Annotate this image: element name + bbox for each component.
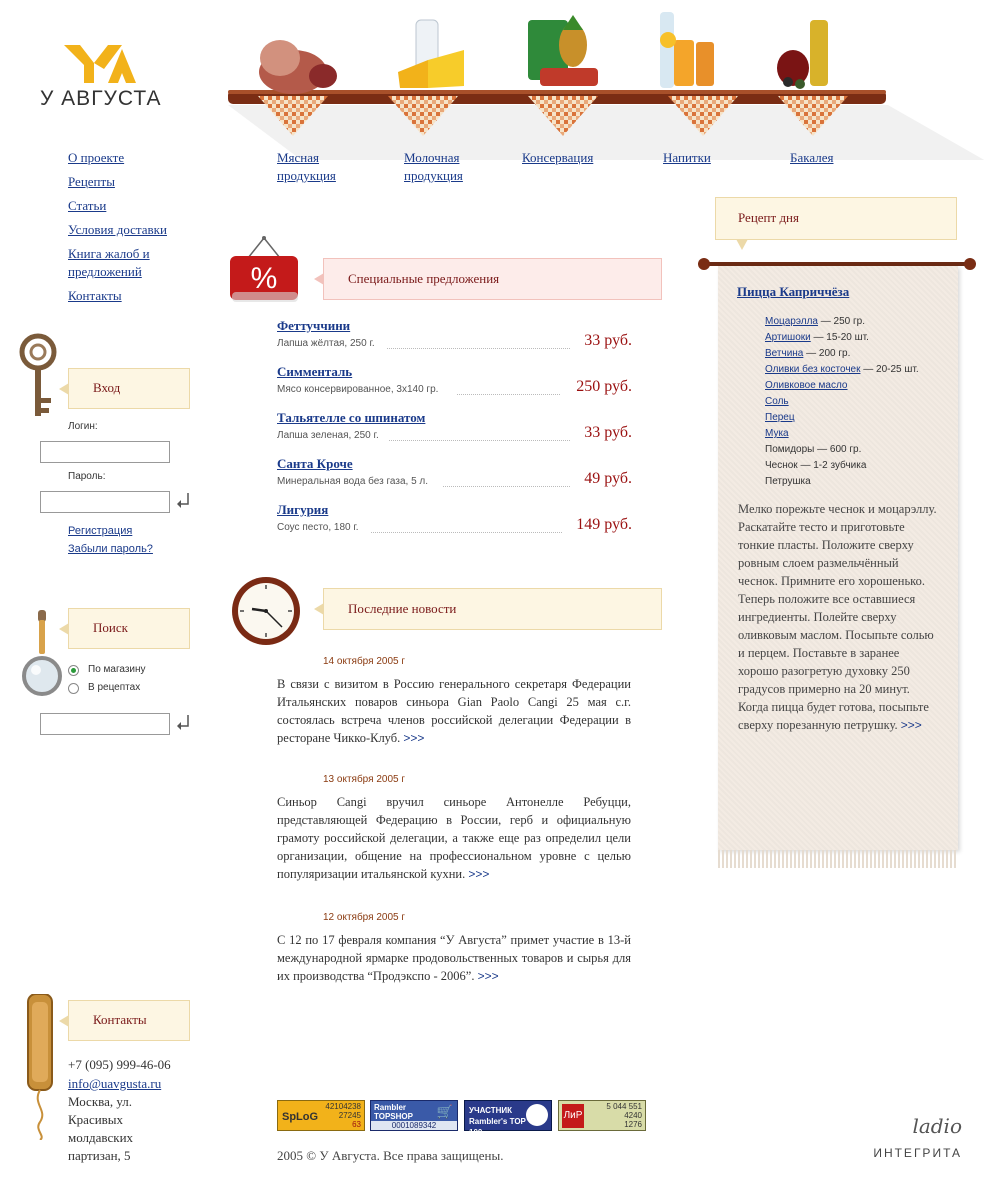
recipe-body: Мелко порежьте чеснок и моцарэллу. Раскатайте тесто и приготовьте тонкие пласты. Положите сверху ровным слоем размельчённый чеснок. Примните его хорошенько. Теперь положите все оставшиеся ингредиенты. Полейте сверху оливковым маслом. Посыпьте солью и перцем. Поставьте в заранее хорошо разогретую духовку 250 градусов примерно на 20 минут. Когда пицца будет готова, посыпьте сверху порезанную петрушку. — [738, 502, 937, 732]
ingredient-link[interactable]: Моцарэлла — [765, 316, 818, 327]
news-text — [277, 931, 631, 985]
developer-logo-mark: ladio — [912, 1114, 962, 1138]
offer-item — [277, 364, 632, 404]
news-body: Синьор Cangi вручил синьоре Антонелле Ребуцци, представляющей Федерацию в России, герб и официальную грамоту российской делегации, а также еще раз определил цели организации, общение на профессиональном уровне с целью популяризации итальянской кухни. — [277, 795, 631, 881]
offer-name[interactable]: Симменталь — [277, 364, 353, 379]
counter-lir-num2: 4240 — [624, 1111, 642, 1120]
offer-item — [277, 410, 632, 450]
offers-title: Специальные предложения — [348, 271, 500, 286]
ingredient-link[interactable]: Соль — [765, 396, 789, 407]
news-more-link[interactable]: >>> — [477, 969, 499, 983]
offer-name[interactable]: Лигурия — [277, 502, 329, 517]
offer-leader — [371, 532, 562, 533]
ingredient-link[interactable]: Мука — [765, 428, 789, 439]
news-title: Последние новости — [348, 601, 457, 616]
login-input[interactable] — [40, 441, 170, 463]
offer-leader — [457, 394, 560, 395]
percent-badge-text: % — [250, 262, 278, 295]
login-title: Вход — [93, 380, 121, 395]
offer-leader — [387, 348, 570, 349]
ingredient-qty: — 250 гр. — [817, 316, 865, 327]
nav-recipes[interactable]: Рецепты — [68, 174, 115, 189]
offer-desc: Мясо консервированное, 3x140 гр. — [277, 384, 439, 395]
news-date: 13 октября 2005 г — [323, 774, 405, 785]
ingredient-qty: — 15-20 шт. — [810, 332, 869, 343]
ingredient-item — [765, 362, 955, 378]
radio-recipes-label: В рецептах — [88, 682, 141, 693]
ingredient-item — [765, 378, 955, 394]
category-meat[interactable]: Мясная продукция — [277, 150, 336, 183]
password-label: Пароль: — [68, 471, 106, 482]
counter-topshop-num: 0001089342 — [371, 1121, 457, 1130]
ingredient-link[interactable]: Перец — [765, 412, 795, 423]
news-more-link[interactable]: >>> — [468, 867, 490, 881]
ingredient-link[interactable]: Оливки без косточек — [765, 364, 861, 375]
copyright: 2005 © У Августа. Все права защищены. — [277, 1148, 504, 1163]
search-header — [68, 608, 190, 649]
developer-logo[interactable] — [842, 1114, 964, 1162]
news-date: 14 октября 2005 г — [323, 656, 405, 667]
counter-splog-num3: 63 — [352, 1120, 361, 1129]
top100-badge-icon — [526, 1104, 548, 1126]
ingredient-item — [765, 394, 955, 410]
offer-price: 149 руб. — [576, 516, 632, 533]
ingredient-link[interactable]: Ветчина — [765, 348, 804, 359]
counter-splog-num2: 27245 — [338, 1111, 361, 1120]
ingredient-qty: — 20-25 шт. — [860, 364, 919, 375]
offer-item — [277, 456, 632, 496]
contacts-title: Контакты — [93, 1012, 147, 1027]
counter-lir-label: ЛиР — [562, 1104, 584, 1128]
news-header — [323, 588, 662, 630]
magnifier-icon — [22, 610, 62, 700]
contacts-address: Москва, ул. Красивых молдавских партизан, 5 — [68, 1094, 134, 1163]
logo-text: У АВГУСТА — [40, 87, 162, 110]
offer-price: 33 руб. — [584, 424, 632, 441]
counter-rambler-topshop[interactable] — [370, 1100, 458, 1131]
nav-complaints[interactable]: Книга жалоб и предложений — [68, 246, 150, 279]
counter-topshop-label: Rambler TOPSHOP — [374, 1103, 413, 1121]
search-submit-icon[interactable] — [176, 714, 190, 734]
news-text — [277, 675, 631, 747]
ingredient-item — [765, 410, 955, 426]
counter-rambler-top100[interactable] — [464, 1100, 552, 1137]
radio-recipes-dot[interactable] — [68, 683, 79, 694]
radio-store-dot[interactable] — [68, 665, 79, 676]
ingredient-qty: — 1-2 зубчика — [797, 460, 867, 471]
ingredient-item — [765, 442, 955, 458]
left-nav — [68, 149, 188, 305]
offer-price: 250 руб. — [576, 378, 632, 395]
contacts-header — [68, 1000, 190, 1041]
counter-liveinternet[interactable] — [558, 1100, 646, 1131]
search-title: Поиск — [93, 620, 128, 635]
register-link[interactable]: Регистрация — [68, 525, 133, 537]
news-text — [277, 793, 631, 883]
ingredient-name: Чеснок — [765, 460, 798, 471]
recipe-more-link[interactable]: >>> — [900, 718, 922, 732]
ingredient-link[interactable]: Оливковое масло — [765, 380, 848, 391]
contacts-email[interactable]: info@uavgusta.ru — [68, 1076, 162, 1091]
nav-about[interactable]: О проекте — [68, 150, 125, 165]
news-more-link[interactable]: >>> — [403, 731, 425, 745]
news-date: 12 октября 2005 г — [323, 912, 405, 923]
developer-name: ИНТЕГРИТА — [873, 1146, 962, 1160]
ingredient-item — [765, 330, 955, 346]
offer-desc: Лапша жёлтая, 250 г. — [277, 338, 375, 349]
key-icon — [16, 328, 60, 424]
recipe-title[interactable]: Пицца Каприччёза — [737, 284, 850, 299]
recipe-fringe — [718, 850, 958, 868]
offer-leader — [443, 486, 570, 487]
percent-sign-icon — [228, 236, 300, 304]
counter-lir-num3: 1276 — [624, 1120, 642, 1129]
clock-icon — [230, 575, 302, 647]
ingredient-name: Петрушка — [765, 476, 811, 487]
recipe-header-title: Рецепт дня — [738, 210, 799, 225]
category-drinks[interactable]: Напитки — [663, 150, 711, 165]
ingredient-item — [765, 314, 955, 330]
offer-price: 33 руб. — [584, 332, 632, 349]
login-submit-icon[interactable] — [176, 492, 190, 512]
news-item — [277, 656, 631, 747]
radio-store-label: По магазину — [88, 664, 146, 675]
phone-icon — [22, 994, 58, 1140]
login-header — [68, 368, 190, 409]
category-dairy[interactable]: Молочная продукция — [404, 150, 463, 183]
offer-name[interactable]: Феттуччини — [277, 318, 351, 333]
offers-header — [323, 258, 662, 300]
ingredients-list — [765, 314, 955, 490]
offer-desc: Соус песто, 180 г. — [277, 522, 359, 533]
offer-item — [277, 502, 632, 542]
ingredient-name: Помидоры — [765, 444, 815, 455]
recipe-header — [715, 197, 957, 240]
search-input[interactable] — [40, 713, 170, 735]
news-body: С 12 по 17 февраля компания “У Августа” примет участие в 13-й международной ярмарке продовольственных товаров и сырья для их производства “Продэкспо - 2006”. — [277, 933, 631, 983]
shelf-banner — [228, 0, 998, 160]
offer-leader — [389, 440, 570, 441]
counter-lir-num1: 5 044 551 — [606, 1102, 642, 1111]
ingredient-item — [765, 426, 955, 442]
ingredient-qty: — 200 гр. — [803, 348, 851, 359]
cart-icon: 🛒 — [436, 1104, 453, 1119]
ingredient-item — [765, 458, 955, 474]
ingredient-item — [765, 346, 955, 362]
forgot-password-link[interactable]: Забыли пароль? — [68, 543, 153, 555]
logo-mark-icon — [64, 45, 138, 83]
counter-top100-label: УЧАСТНИК Rambler's TOP 100 — [469, 1106, 526, 1137]
offer-desc: Лапша зеленая, 250 г. — [277, 430, 379, 441]
ingredient-item — [765, 474, 955, 490]
nav-articles[interactable]: Статьи — [68, 198, 107, 213]
offer-name[interactable]: Санта Кроче — [277, 456, 353, 471]
ingredient-link[interactable]: Артишоки — [765, 332, 811, 343]
counter-splog[interactable] — [277, 1100, 365, 1131]
recipe-text — [738, 500, 940, 734]
counter-splog-num1: 42104238 — [325, 1102, 361, 1111]
offer-price: 49 руб. — [584, 470, 632, 487]
login-label: Логин: — [68, 421, 98, 432]
offer-item — [277, 318, 632, 358]
news-body: В связи с визитом в Россию генерального секретаря Федерации Итальянских поваров синьора Gian Paolo Cangi 25 мая с.г. состоялась встреча членов российской делегации Федерации в ресторане Чикко-Клуб. — [277, 677, 631, 745]
offer-name[interactable]: Тальятелле со шпинатом — [277, 410, 426, 425]
counter-splog-label: SpLoG — [282, 1111, 319, 1123]
shelf-illustration — [228, 0, 998, 160]
logo[interactable] — [38, 45, 168, 115]
ingredient-qty: — 600 гр. — [814, 444, 862, 455]
category-grocery[interactable]: Бакалея — [790, 150, 834, 165]
nav-delivery[interactable]: Условия доставки — [68, 222, 167, 237]
nav-contacts[interactable]: Контакты — [68, 288, 122, 303]
password-input[interactable] — [40, 491, 170, 513]
offer-desc: Минеральная вода без газа, 5 л. — [277, 476, 429, 487]
category-canned[interactable]: Консервация — [522, 150, 594, 165]
news-item — [277, 774, 631, 883]
news-item — [277, 912, 631, 985]
contacts-phone: +7 (095) 999-46-06 — [68, 1057, 171, 1072]
